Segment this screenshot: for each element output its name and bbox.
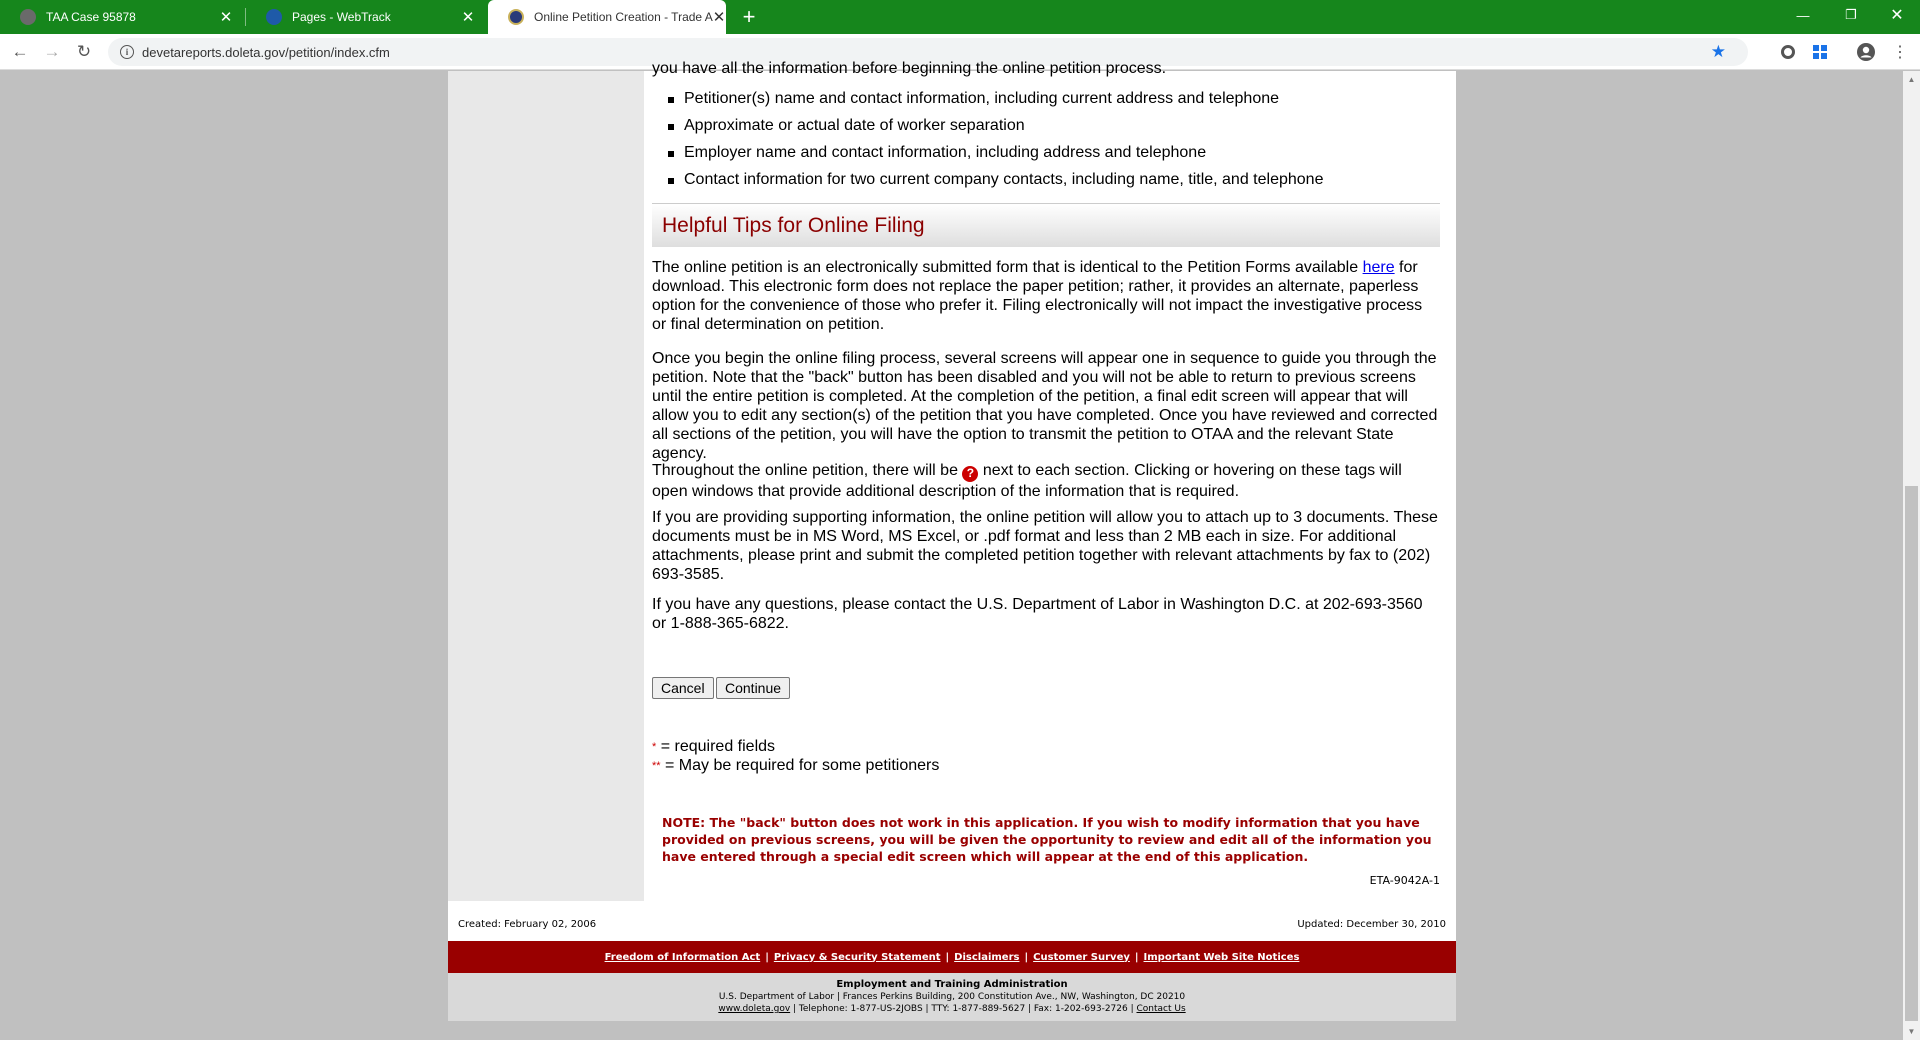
tab-online-petition[interactable]	[488, 0, 726, 34]
list-item: Petitioner(s) name and contact information, including current address and telephone	[662, 89, 1323, 116]
legend-text: = required fields	[656, 738, 776, 755]
restore-button[interactable]: ❐	[1845, 7, 1857, 22]
dol-seal-icon	[508, 9, 524, 25]
cancel-button[interactable]: Cancel	[652, 677, 714, 699]
vertical-scrollbar[interactable]	[1903, 71, 1920, 1040]
legend-text: = May be required for some petitioners	[660, 757, 940, 774]
customer-survey-link[interactable]: Customer Survey	[1033, 951, 1130, 963]
updated-date: Updated: December 30, 2010	[1297, 919, 1446, 930]
back-button-note: NOTE: The "back" button does not work in this application. If you wish to modify information that you have provided on previous screens, you will be given the opportunity to review and edit all of the information you have entered through a special edit screen which will appear at the end of this application.	[662, 815, 1432, 864]
tips-paragraph-filing-process: Once you begin the online filing process, several screens will appear one in sequence to guide you through the petition. Note that the "back" button has been disabled and you will not be able to return to previous screens until the entire petition is completed. At the completion of the petition, a final edit screen will appear that will allow you to edit any section(s) of the petition that you have completed. Once you have reviewed and corrected all sections of the petition, you will have the option to transmit the petition to OTAA and the relevant State agency.	[652, 350, 1438, 462]
windows-icon[interactable]	[1810, 42, 1830, 62]
url-text[interactable]: devetareports.doleta.gov/petition/index.cfm	[142, 44, 390, 60]
here-link[interactable]: here	[1362, 259, 1395, 276]
tips-section-header	[652, 203, 1440, 247]
close-icon[interactable]: ✕	[712, 9, 726, 26]
important-notices-link[interactable]: Important Web Site Notices	[1143, 951, 1300, 963]
disclaimers-link[interactable]: Disclaimers	[954, 951, 1020, 963]
menu-dots-icon[interactable]: ⋮	[1892, 44, 1908, 61]
tips-paragraph-online-form	[652, 258, 1440, 334]
browser-tab-bar	[0, 0, 1920, 34]
contact-us-link[interactable]: Contact Us	[1136, 1004, 1186, 1014]
minimize-button[interactable]: —	[1796, 7, 1810, 23]
intro-text-partial: you have all the information before beginning the online petition process.	[652, 60, 1167, 77]
extension-circle-icon[interactable]	[1778, 42, 1798, 62]
paragraph-text: next to each section. Clicking or hovering on these tags will open windows that provide additional description of the information that is required.	[652, 462, 1402, 500]
list-item: Approximate or actual date of worker separation	[662, 116, 1323, 143]
bookmark-star-icon[interactable]: ★	[1710, 42, 1726, 61]
created-date: Created: February 02, 2006	[458, 919, 597, 930]
agency-name: Employment and Training Administration	[836, 979, 1068, 990]
link-separator: |	[945, 951, 950, 963]
paragraph-text: for download. This electronic form does not replace the paper petition; rather, it provides an alternate, paperless option for the convenience of those who prefer it. Filing electronically will not impact the investigative process or final determination on petition.	[652, 259, 1423, 333]
left-navigation-column	[448, 71, 644, 901]
footer-links-bar	[448, 941, 1456, 973]
scroll-down-arrow-icon[interactable]: ▼	[1907, 1027, 1916, 1036]
tab-title: TAA Case 95878	[46, 10, 136, 24]
paragraph-text: The online petition is an electronically submitted form that is identical to the Petition Forms available	[652, 259, 1363, 276]
privacy-security-link[interactable]: Privacy & Security Statement	[773, 951, 941, 963]
maybe-required-legend	[652, 756, 939, 776]
contact-numbers: | Telephone: 1-877-US-2JOBS | TTY: 1-877-889-5627 | Fax: 1-202-693-2726 |	[790, 1004, 1137, 1014]
tips-paragraph-help-tags	[652, 461, 1440, 501]
help-question-icon: ?	[962, 466, 978, 482]
webtrack-icon	[266, 9, 282, 25]
back-arrow-icon[interactable]: ←	[11, 42, 29, 61]
list-item: Contact information for two current company contacts, including name, title, and telephone	[662, 170, 1323, 197]
footer-contact-info	[448, 973, 1456, 1021]
petition-page	[448, 60, 1456, 1021]
tips-paragraph-attachments: If you are providing supporting information, the online petition will allow you to attach up to 3 documents. These documents must be in MS Word, MS Excel, or .pdf format and less than 2 MB each in size. For additional attachments, please print and submit the completed petition together with relevant attachments by fax to (202) 693-3585.	[652, 509, 1438, 583]
link-separator: |	[765, 951, 769, 963]
form-code: ETA-9042A-1	[1369, 874, 1440, 887]
paragraph-text: Throughout the online petition, there will be	[652, 462, 963, 479]
tab-title: Online Petition Creation - Trade A	[534, 10, 713, 24]
continue-button[interactable]: Continue	[716, 677, 790, 699]
close-window-button[interactable]: ✕	[1890, 7, 1904, 24]
agency-address: U.S. Department of Labor | Frances Perkins Building, 200 Constitution Ave., NW, Washington, DC 20210	[718, 992, 1186, 1002]
globe-icon	[20, 9, 36, 25]
forward-arrow-icon[interactable]: →	[43, 42, 61, 61]
info-icon[interactable]: i	[120, 45, 134, 59]
tips-heading: Helpful Tips for Online Filing	[662, 214, 925, 237]
foia-link[interactable]: Freedom of Information Act	[604, 951, 761, 963]
required-fields-legend	[652, 737, 775, 757]
link-separator: |	[1024, 951, 1029, 963]
link-separator: |	[1134, 951, 1139, 963]
maybe-required-asterisks: **	[652, 760, 661, 772]
tab-title: Pages - WebTrack	[292, 10, 391, 24]
tips-paragraph-questions: If you have any questions, please contact the U.S. Department of Labor in Washington D.C. at 202-693-3560 or 1-888-365-6822.	[652, 596, 1423, 632]
reload-icon[interactable]: ↻	[76, 42, 92, 61]
list-item: Employer name and contact information, including address and telephone	[662, 143, 1323, 170]
close-icon[interactable]: ✕	[219, 9, 233, 26]
required-info-list	[662, 89, 1323, 197]
tab-taa-case[interactable]	[0, 0, 244, 34]
page-viewport	[0, 60, 1903, 1040]
website-link[interactable]: www.doleta.gov	[718, 1004, 791, 1014]
tab-pages-webtrack[interactable]	[246, 0, 486, 34]
contact-line	[448, 1003, 1456, 1015]
scrollbar-thumb[interactable]	[1905, 486, 1918, 1021]
required-asterisk: *	[652, 741, 657, 753]
new-tab-button[interactable]: +	[742, 4, 756, 29]
scroll-up-arrow-icon[interactable]: ▲	[1907, 75, 1916, 84]
close-icon[interactable]: ✕	[461, 9, 475, 26]
profile-icon[interactable]	[1856, 42, 1876, 62]
